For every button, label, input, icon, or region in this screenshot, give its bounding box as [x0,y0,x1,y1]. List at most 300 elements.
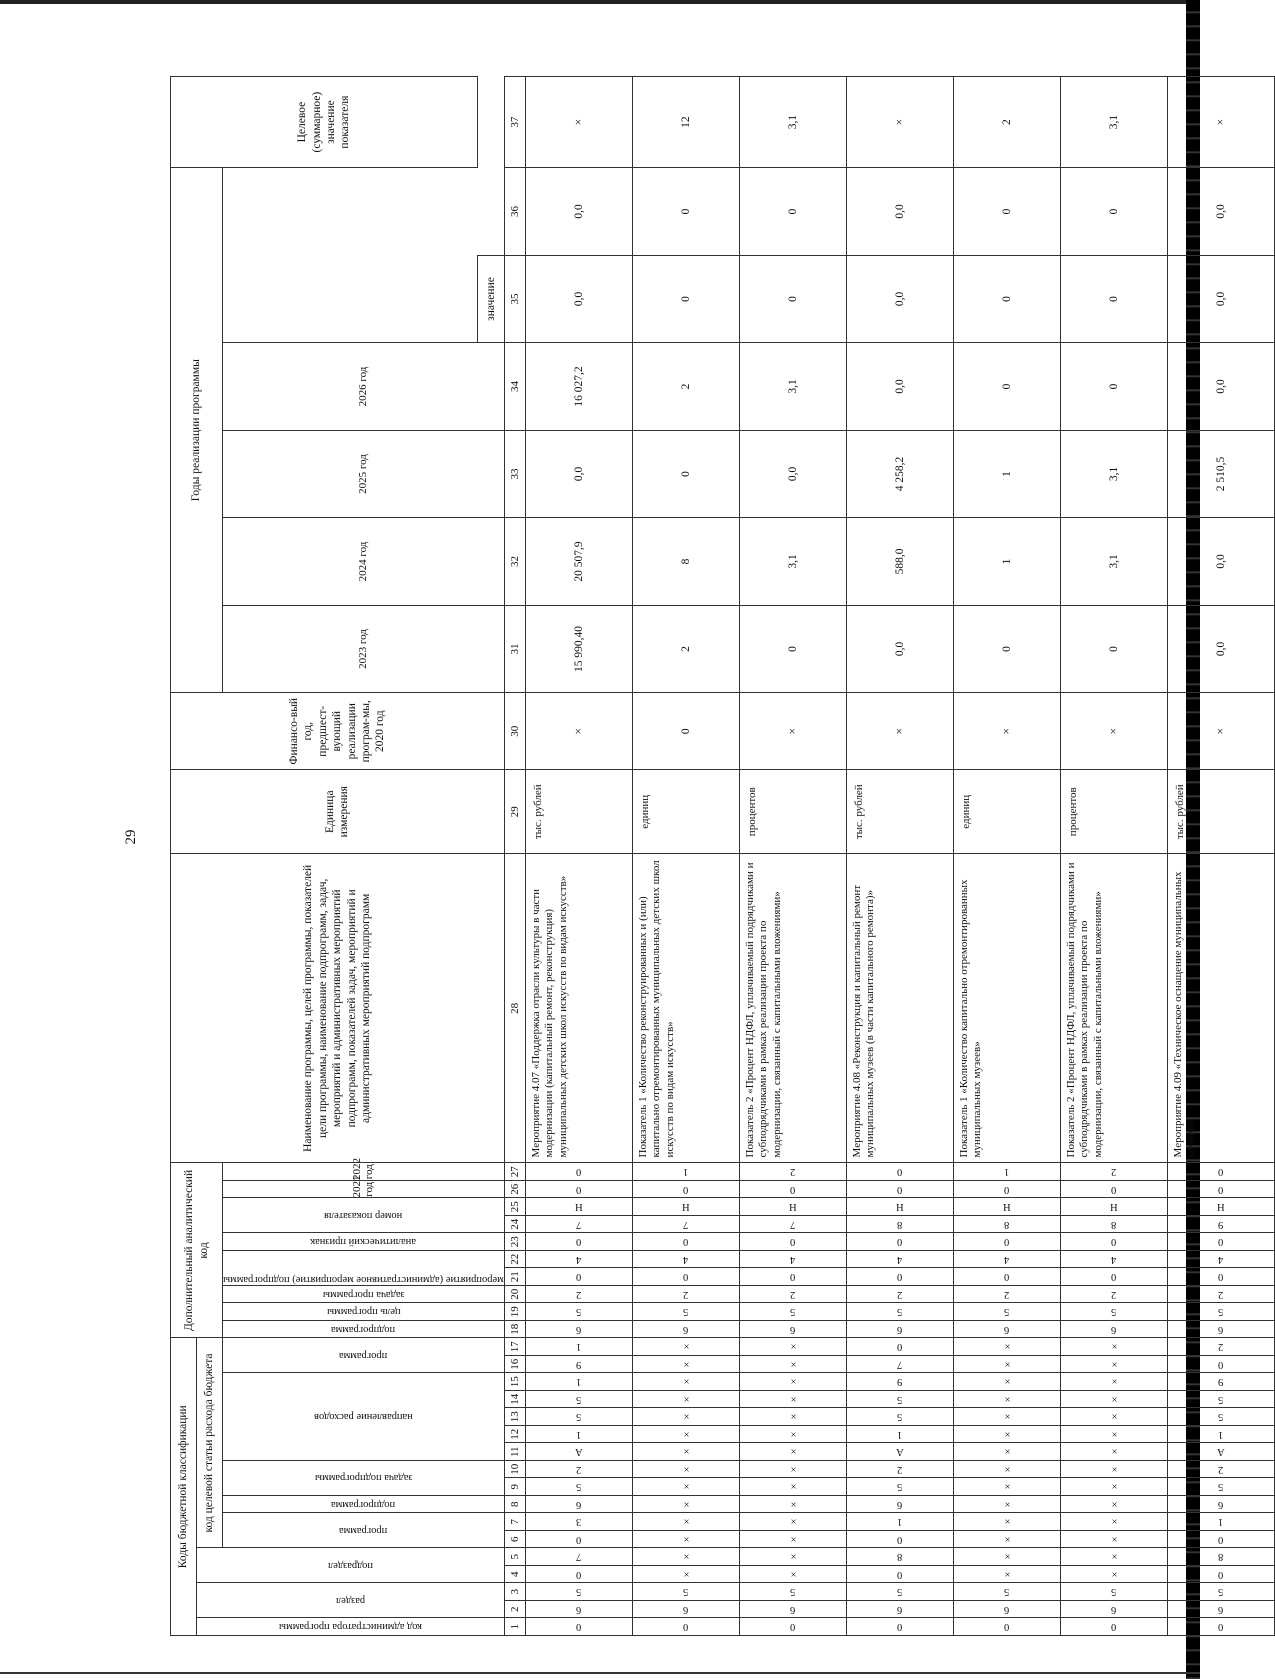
code-value: 0 [1218,1621,1224,1633]
column-number: 33 [504,430,525,518]
program-header: программа [223,1513,505,1548]
row-year-value: 0,0 [1167,343,1274,431]
code-cell [739,1215,846,1233]
column-number: 20 [504,1285,525,1303]
code-cell [846,1303,953,1321]
code-cell [953,1215,1060,1233]
code-cell [846,1320,953,1338]
column-number: 25 [504,1198,525,1216]
code-cell [632,1478,739,1496]
code-cell [632,1180,739,1198]
code-cell [632,1443,739,1461]
code-cell [525,1426,632,1444]
section-header: раздел [197,1583,505,1618]
column-number: 4 [504,1566,525,1584]
rotated-table-container [170,76,1238,1636]
code-value: 8 [1111,1218,1117,1230]
code-cell [1060,1250,1167,1268]
row-year-value: 0,0 [1167,518,1274,606]
code-cell [525,1548,632,1566]
code-value: 6 [576,1498,582,1510]
code-cell [846,1531,953,1549]
code-value: 1 [576,1428,582,1440]
code-cell [739,1198,846,1216]
code-cell [525,1233,632,1251]
code-value: 6 [897,1498,903,1510]
code-value: 5 [897,1393,903,1405]
code-cell [739,1356,846,1374]
code-cell [846,1356,953,1374]
code-value: 0 [790,1183,796,1195]
code-cell [632,1215,739,1233]
code-cell [525,1478,632,1496]
code-cell [953,1461,1060,1479]
code-cell [846,1426,953,1444]
code-cell [953,1566,1060,1584]
column-number: 26 [504,1180,525,1198]
code-value: × [787,1358,799,1370]
subprogram-header: подпрограмма [223,1496,505,1514]
code-value: 5 [1218,1586,1224,1598]
column-number: 30 [504,693,525,770]
code-cell [1167,1233,1274,1251]
code-value: × [680,1446,692,1458]
code-cell [525,1320,632,1338]
code-cell [1060,1461,1167,1479]
code-value: × [1001,1481,1013,1493]
code-value: × [1108,1498,1120,1510]
code-value: × [1001,1568,1013,1580]
code-value: × [680,1533,692,1545]
code-value: 0 [576,1166,582,1178]
code-value: × [680,1568,692,1580]
code-value: А [575,1446,583,1458]
code-cell [525,1373,632,1391]
code-cell [1060,1426,1167,1444]
code-cell [632,1583,739,1601]
code-value: 2 [1218,1463,1224,1475]
code-value: 1 [1218,1516,1224,1528]
code-value: 0 [1218,1183,1224,1195]
row-year-value: 0 [953,255,1060,343]
code-value: × [680,1516,692,1528]
row-year-value: 0 [632,430,739,518]
code-cell [632,1618,739,1636]
code-value: 7 [576,1218,582,1230]
code-cell [632,1496,739,1514]
code-value: 6 [683,1323,689,1335]
code-cell [846,1391,953,1409]
code-cell [739,1320,846,1338]
code-cell [953,1548,1060,1566]
column-number: 11 [504,1443,525,1461]
code-value: 5 [790,1586,796,1598]
code-cell [1167,1566,1274,1584]
code-value: 6 [897,1323,903,1335]
code-value: 5 [576,1393,582,1405]
code-cell [1167,1618,1274,1636]
code-cell [846,1233,953,1251]
code-cell [739,1548,846,1566]
row-unit: тыс. рублей [1167,770,1274,854]
row-year-value: 0,0 [525,430,632,518]
code-cell [525,1531,632,1549]
column-number: 24 [504,1215,525,1233]
code-value: × [787,1411,799,1423]
code-cell [739,1478,846,1496]
code-value: 0 [576,1271,582,1283]
code-value: 0 [897,1271,903,1283]
code-value: × [1108,1463,1120,1475]
code-value: × [1108,1568,1120,1580]
code-cell [632,1163,739,1181]
code-value: 6 [790,1603,796,1615]
code-cell [1060,1408,1167,1426]
code-cell [632,1391,739,1409]
row-year-value: 0,0 [846,255,953,343]
code-cell [739,1285,846,1303]
column-number: 19 [504,1303,525,1321]
row-year-value: 2 510,5 [1167,430,1274,518]
code-cell [1060,1198,1167,1216]
code-cell [525,1198,632,1216]
code-value: 8 [897,1551,903,1563]
code-value: 4 [897,1253,903,1265]
column-number: 22 [504,1250,525,1268]
code-cell [525,1303,632,1321]
year-2026-header: 2026 год [223,343,505,431]
code-value: 8 [1218,1551,1224,1563]
code-cell [525,1268,632,1286]
code-value: 0 [576,1183,582,1195]
column-number: 18 [504,1320,525,1338]
code-value: А [896,1446,904,1458]
code-cell [1167,1531,1274,1549]
code-cell [632,1268,739,1286]
code-cell [1167,1478,1274,1496]
row-year-value: 8 [632,518,739,606]
code-value: × [1108,1533,1120,1545]
code-cell [525,1496,632,1514]
code-value: 5 [897,1481,903,1493]
code-cell [953,1338,1060,1356]
code-cell [1060,1373,1167,1391]
row-unit: процентов [1060,770,1167,854]
column-number: 2 [504,1601,525,1619]
code-value: 1 [1004,1166,1010,1178]
code-value: 5 [576,1586,582,1598]
code-value: 7 [897,1358,903,1370]
code-value: 0 [1218,1568,1224,1580]
code-value: × [1108,1446,1120,1458]
code-value: 0 [576,1568,582,1580]
code-value: 0 [790,1236,796,1248]
code-value: 5 [1004,1306,1010,1318]
code-cell [525,1618,632,1636]
table-row [1167,77,1274,1636]
code-cell [1060,1531,1167,1549]
column-number: 27 [504,1163,525,1181]
code-value: 5 [683,1306,689,1318]
code-value: Н [1110,1201,1118,1213]
code-value: × [787,1463,799,1475]
row-target-value: 3,1 [739,77,846,168]
code-cell [953,1250,1060,1268]
code-cell [1167,1443,1274,1461]
code-cell [1060,1285,1167,1303]
code-cell [953,1180,1060,1198]
code-value: 4 [576,1253,582,1265]
target-code-group-header: код целевой статьи расхода бюджета [197,1338,223,1548]
code-cell [1060,1566,1167,1584]
code-value: × [1001,1533,1013,1545]
code-cell [1167,1548,1274,1566]
code-cell [1167,1391,1274,1409]
code-value: 0 [1111,1183,1117,1195]
code-value: × [1108,1376,1120,1388]
code-cell [1167,1408,1274,1426]
code-cell [1060,1233,1167,1251]
code-value: 4 [1111,1253,1117,1265]
code-value: 5 [576,1481,582,1493]
code-value: × [787,1446,799,1458]
table-row [846,77,953,1636]
code-cell [1060,1356,1167,1374]
code-value: 0 [1218,1236,1224,1248]
code-value: × [680,1358,692,1370]
row-year-value: 3,1 [1060,518,1167,606]
code-cell [525,1356,632,1374]
unit-column-header: Единица измерения [171,770,505,854]
code-value: 0 [790,1271,796,1283]
code-cell [739,1583,846,1601]
code-cell [846,1496,953,1514]
code-value: × [680,1341,692,1353]
row-prev-year-value: 0 [632,693,739,770]
code-cell [632,1320,739,1338]
column-number-row [504,77,525,1636]
code-cell [739,1408,846,1426]
extra-task-header: задача программы [223,1285,505,1303]
code-cell [739,1426,846,1444]
column-number: 6 [504,1531,525,1549]
code-cell [846,1461,953,1479]
code-cell [1060,1338,1167,1356]
extra-subprogram-header: подпрограмма [223,1320,505,1338]
code-cell [632,1601,739,1619]
code-cell [846,1373,953,1391]
code-value: 0 [683,1236,689,1248]
row-prev-year-value: × [525,693,632,770]
row-target-value: × [525,77,632,168]
code-value: 2 [1218,1288,1224,1300]
extra-goal-header: цель программы [223,1303,505,1321]
code-cell [1167,1198,1274,1216]
table-row [1060,77,1167,1636]
code-value: 9 [1218,1376,1224,1388]
code-cell [953,1163,1060,1181]
row-year-value: 3,1 [1060,430,1167,518]
code-cell [846,1163,953,1181]
code-value: 5 [1218,1306,1224,1318]
subprogram-task-header: задача подпрограммы [223,1461,505,1496]
code-value: 0 [1111,1236,1117,1248]
code-cell [525,1601,632,1619]
column-number: 14 [504,1391,525,1409]
column-number: 23 [504,1233,525,1251]
code-value: Н [1217,1201,1225,1213]
column-number: 21 [504,1268,525,1286]
code-value: 6 [1218,1323,1224,1335]
row-year-value: 0 [1060,605,1167,693]
code-cell [525,1391,632,1409]
table-row [953,77,1060,1636]
table-row [632,77,739,1636]
code-cell [846,1268,953,1286]
code-value: 0 [1111,1621,1117,1633]
program-table [170,76,1275,1636]
code-cell [1167,1268,1274,1286]
extra-program-header: программа [223,1338,505,1373]
row-year-value: 2 [632,343,739,431]
code-cell [739,1338,846,1356]
code-cell [525,1513,632,1531]
column-number: 29 [504,770,525,854]
code-value: 2 [897,1463,903,1475]
column-number: 37 [504,77,525,168]
code-value: 7 [683,1218,689,1230]
year-2021-header: 2021 год [223,1180,505,1198]
column-number: 15 [504,1373,525,1391]
code-value: × [1001,1498,1013,1510]
code-cell [846,1285,953,1303]
code-cell [525,1180,632,1198]
code-cell [1060,1443,1167,1461]
code-cell [846,1478,953,1496]
subsection-header: подраздел [197,1548,505,1583]
code-value: 6 [790,1323,796,1335]
code-value: 0 [790,1621,796,1633]
code-cell [953,1443,1060,1461]
code-value: × [1108,1428,1120,1440]
code-value: 0 [1218,1271,1224,1283]
code-cell [953,1373,1060,1391]
code-cell [739,1531,846,1549]
row-year-value: 0,0 [1167,605,1274,693]
column-number: 17 [504,1338,525,1356]
code-value: 1 [576,1341,582,1353]
code-value: 0 [897,1533,903,1545]
row-year-value: 0 [632,168,739,256]
code-value: 2 [790,1166,796,1178]
code-cell [846,1250,953,1268]
code-value: 6 [1111,1603,1117,1615]
row-year-value: 0 [739,168,846,256]
code-value: 0 [1218,1166,1224,1178]
code-cell [632,1373,739,1391]
code-cell [953,1303,1060,1321]
code-value: × [1001,1393,1013,1405]
code-value: 5 [576,1306,582,1318]
column-number: 5 [504,1548,525,1566]
code-cell [632,1233,739,1251]
code-value: × [787,1393,799,1405]
code-value: 9 [1218,1218,1224,1230]
code-cell [846,1180,953,1198]
code-cell [846,1338,953,1356]
code-value: × [680,1551,692,1563]
code-value: 0 [576,1236,582,1248]
code-value: × [1108,1551,1120,1563]
code-value: 5 [1218,1481,1224,1493]
row-year-value: 1 [953,518,1060,606]
code-value: 2 [1004,1288,1010,1300]
code-value: 6 [897,1603,903,1615]
code-cell [953,1233,1060,1251]
row-year-value: 0 [739,255,846,343]
code-value: × [1108,1481,1120,1493]
code-cell [1167,1215,1274,1233]
code-value: 1 [897,1428,903,1440]
code-value: 0 [1218,1533,1224,1545]
year-2024-header: 2024 год [223,518,505,606]
year-2022-header: 2022 год [223,1163,505,1181]
row-year-value: 15 990,40 [525,605,632,693]
code-value: 6 [576,1323,582,1335]
column-number: 35 [504,255,525,343]
code-value: × [1001,1516,1013,1528]
column-number: 34 [504,343,525,431]
code-value: А [1217,1446,1225,1458]
code-value: 9 [897,1376,903,1388]
code-value: 2 [576,1463,582,1475]
name-column-header: Наименование программы, целей программы, показателей цели программы, наименование подпрограмм, задач, мероприятий и административных мероприятий подпрограмм, показателей задач, мероприятий и административных мероприятий подпрограмм [171,854,505,1163]
code-value: 5 [1218,1393,1224,1405]
code-cell [846,1408,953,1426]
code-value: 1 [1218,1428,1224,1440]
code-cell [739,1601,846,1619]
row-year-value: 0,0 [846,343,953,431]
code-cell [953,1320,1060,1338]
code-value: × [787,1376,799,1388]
code-cell [739,1496,846,1514]
code-cell [1167,1601,1274,1619]
code-cell [525,1583,632,1601]
expense-direction-header: направление расходов [223,1373,505,1461]
code-value: × [787,1516,799,1528]
code-cell [953,1285,1060,1303]
code-value: 5 [1111,1586,1117,1598]
code-value: 8 [897,1218,903,1230]
column-number: 9 [504,1478,525,1496]
code-value: 8 [1004,1218,1010,1230]
column-number: 12 [504,1426,525,1444]
column-number: 16 [504,1356,525,1374]
code-cell [1167,1285,1274,1303]
code-value: Н [682,1201,690,1213]
row-year-value: 0,0 [525,255,632,343]
code-cell [846,1601,953,1619]
row-year-value: 0 [1060,255,1167,343]
code-value: 7 [790,1218,796,1230]
code-cell [1060,1496,1167,1514]
row-target-value: × [846,77,953,168]
code-value: 1 [897,1516,903,1528]
code-cell [632,1338,739,1356]
code-cell [739,1180,846,1198]
code-value: 0 [1004,1621,1010,1633]
code-cell [846,1215,953,1233]
